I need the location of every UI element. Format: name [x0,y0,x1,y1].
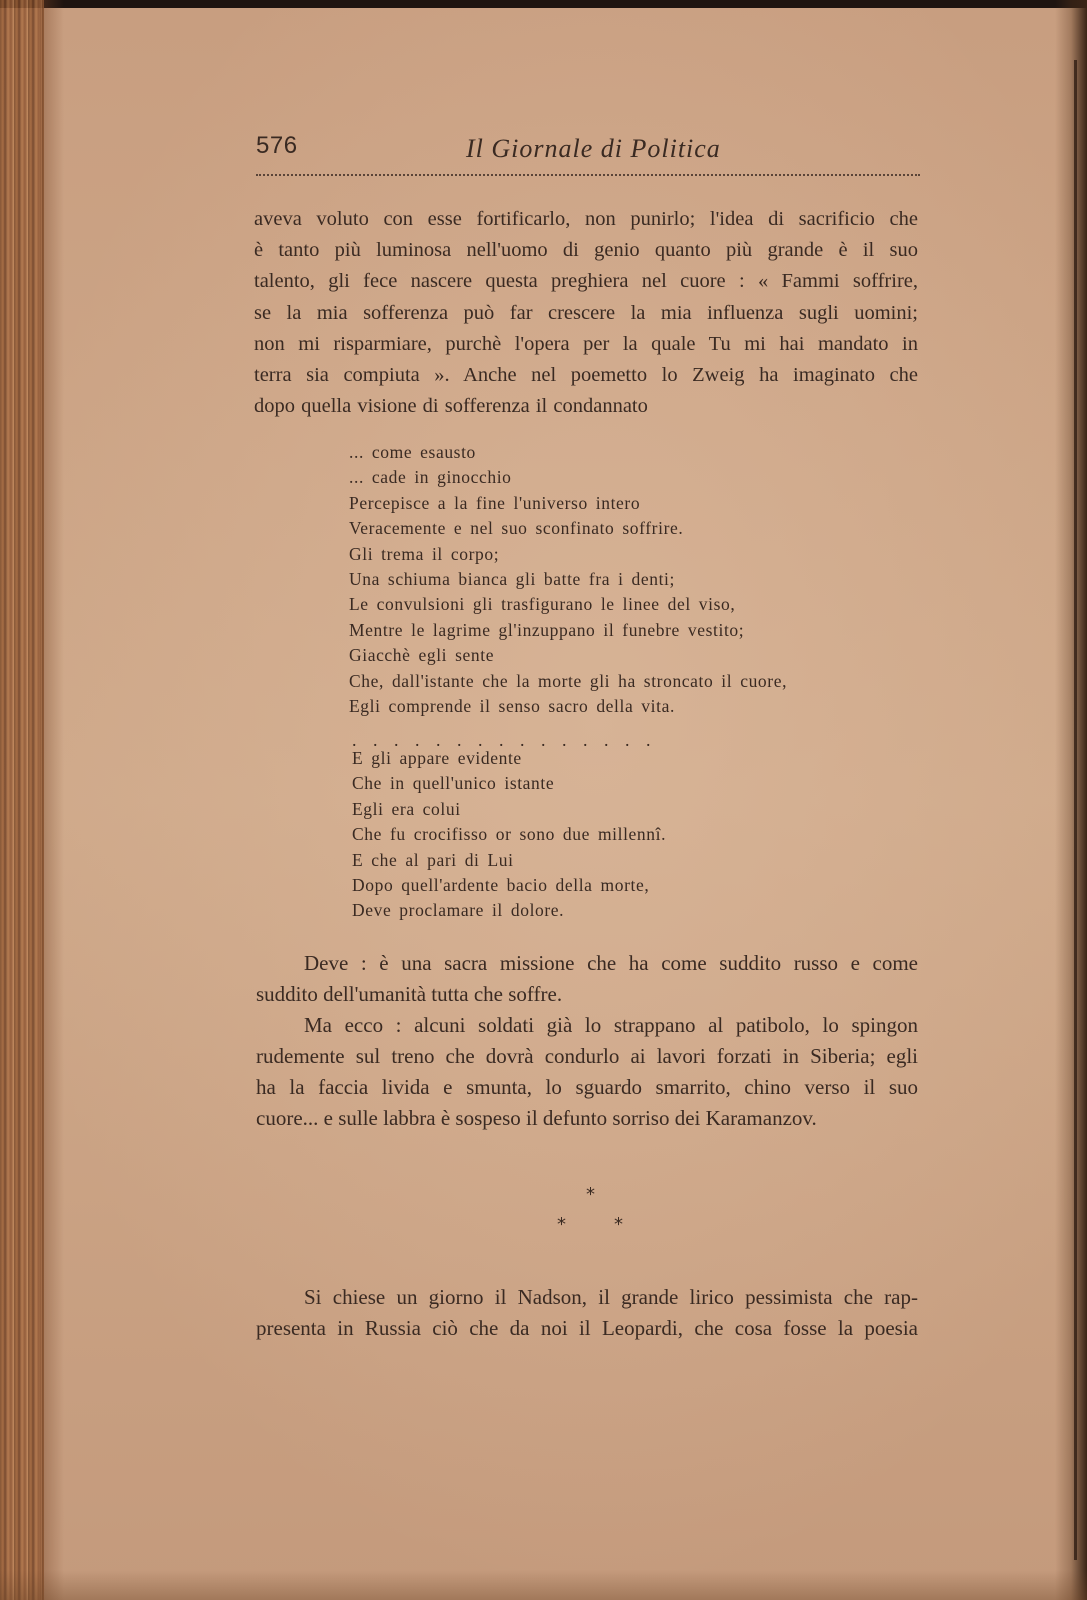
verse-line: Egli comprende il senso sacro della vita. [349,696,675,717]
paragraph-1 [254,204,918,422]
verse-line: E che al pari di Lui [352,849,514,870]
paragraph-4 [256,1282,918,1344]
paragraph-2 [256,948,918,1010]
page-right-edge [1055,0,1087,1600]
text-line: terra sia compiuta ». Anche nel poemetto lo Zweig ha imaginato che [254,364,918,387]
book-binding-edge [0,0,44,1600]
verse-block-1 [349,440,869,719]
verse-line: Che, dall'istante che la morte gli ha stroncato il cuore, [349,670,788,691]
verse-line: Che fu crocifisso or sono due millennî. [352,824,667,845]
text-line: dopo quella visione di sofferenza il condannato [254,395,648,418]
header-dotted-rule [256,174,920,176]
verse-line: ... cade in ginocchio [349,467,512,488]
verse-line: Che in quell'unico istante [352,773,555,794]
text-line: suddito dell'umanità tutta che soffre. [256,982,563,1006]
asterisk-left: * [557,1214,566,1235]
verse-line: Le convulsioni gli trasfigurano le linee del viso, [349,594,736,615]
page-number: 576 [256,132,298,159]
gutter-shadow [40,0,64,1600]
verse-line: ... come esausto [349,442,476,462]
verse-line: Veracemente e nel suo sconfinato soffrire. [349,518,684,539]
text-line: non mi risparmiare, purchè l'opera per la quale Tu mi hai mandato in [254,332,918,355]
asterisk-top: * [586,1184,595,1205]
scan-top-edge [0,0,1087,8]
text-line: Deve : è una sacra missione che ha come suddito russo e come [304,951,918,975]
verse-line: Giacchè egli sente [349,645,495,666]
verse-line: Una schiuma bianca gli batte fra i denti; [349,569,675,590]
verse-line: Mentre le lagrime gl'inzuppano il funebre vestito; [349,619,745,640]
text-line: presenta in Russia ciò che da noi il Leopardi, che cosa fosse la poesia [256,1316,918,1340]
verse-line: E gli appare evidente [352,748,522,768]
text-line: è tanto più luminosa nell'uomo di genio quanto più grande è il suo [254,239,918,262]
verse-line: Gli trema il corpo; [349,543,500,564]
text-line: talento, gli fece nascere questa preghiera nel cuore : « Fammi soffrire, [254,270,918,293]
verse-block-2 [352,746,872,924]
asterisk-right: * [614,1214,623,1235]
text-line: Ma ecco : alcuni soldati già lo strappano al patibolo, lo spingon [304,1013,918,1037]
verse-ellipsis-row: ............... [352,730,667,750]
verse-line: Percepisce a la fine l'universo intero [349,492,641,513]
running-title: Il Giornale di Politica [466,134,721,163]
text-line: cuore... e sulle labbra è sospeso il defunto sorriso dei Karamanzov. [256,1106,817,1130]
text-line: aveva voluto con esse fortificarlo, non punirlo; l'idea di sacrificio che [254,208,918,230]
text-line: se la mia sofferenza può far crescere la mia influenza sugli uomini; [254,301,918,324]
verse-line: Dopo quell'ardente bacio della morte, [352,875,650,896]
page-bottom-edge [0,1570,1087,1600]
text-line: ha la faccia livida e smunta, lo sguardo smarrito, chino verso il suo [256,1075,918,1099]
right-margin-mark [1074,60,1077,1560]
text-line: rudemente sul treno che dovrà condurlo ai lavori forzati in Siberia; egli [256,1044,918,1068]
verse-line: Deve proclamare il dolore. [352,900,565,921]
paragraph-3 [256,1010,918,1134]
verse-line: Egli era colui [352,798,461,819]
text-line: Si chiese un giorno il Nadson, il grande lirico pessimista che rap- [304,1285,918,1309]
